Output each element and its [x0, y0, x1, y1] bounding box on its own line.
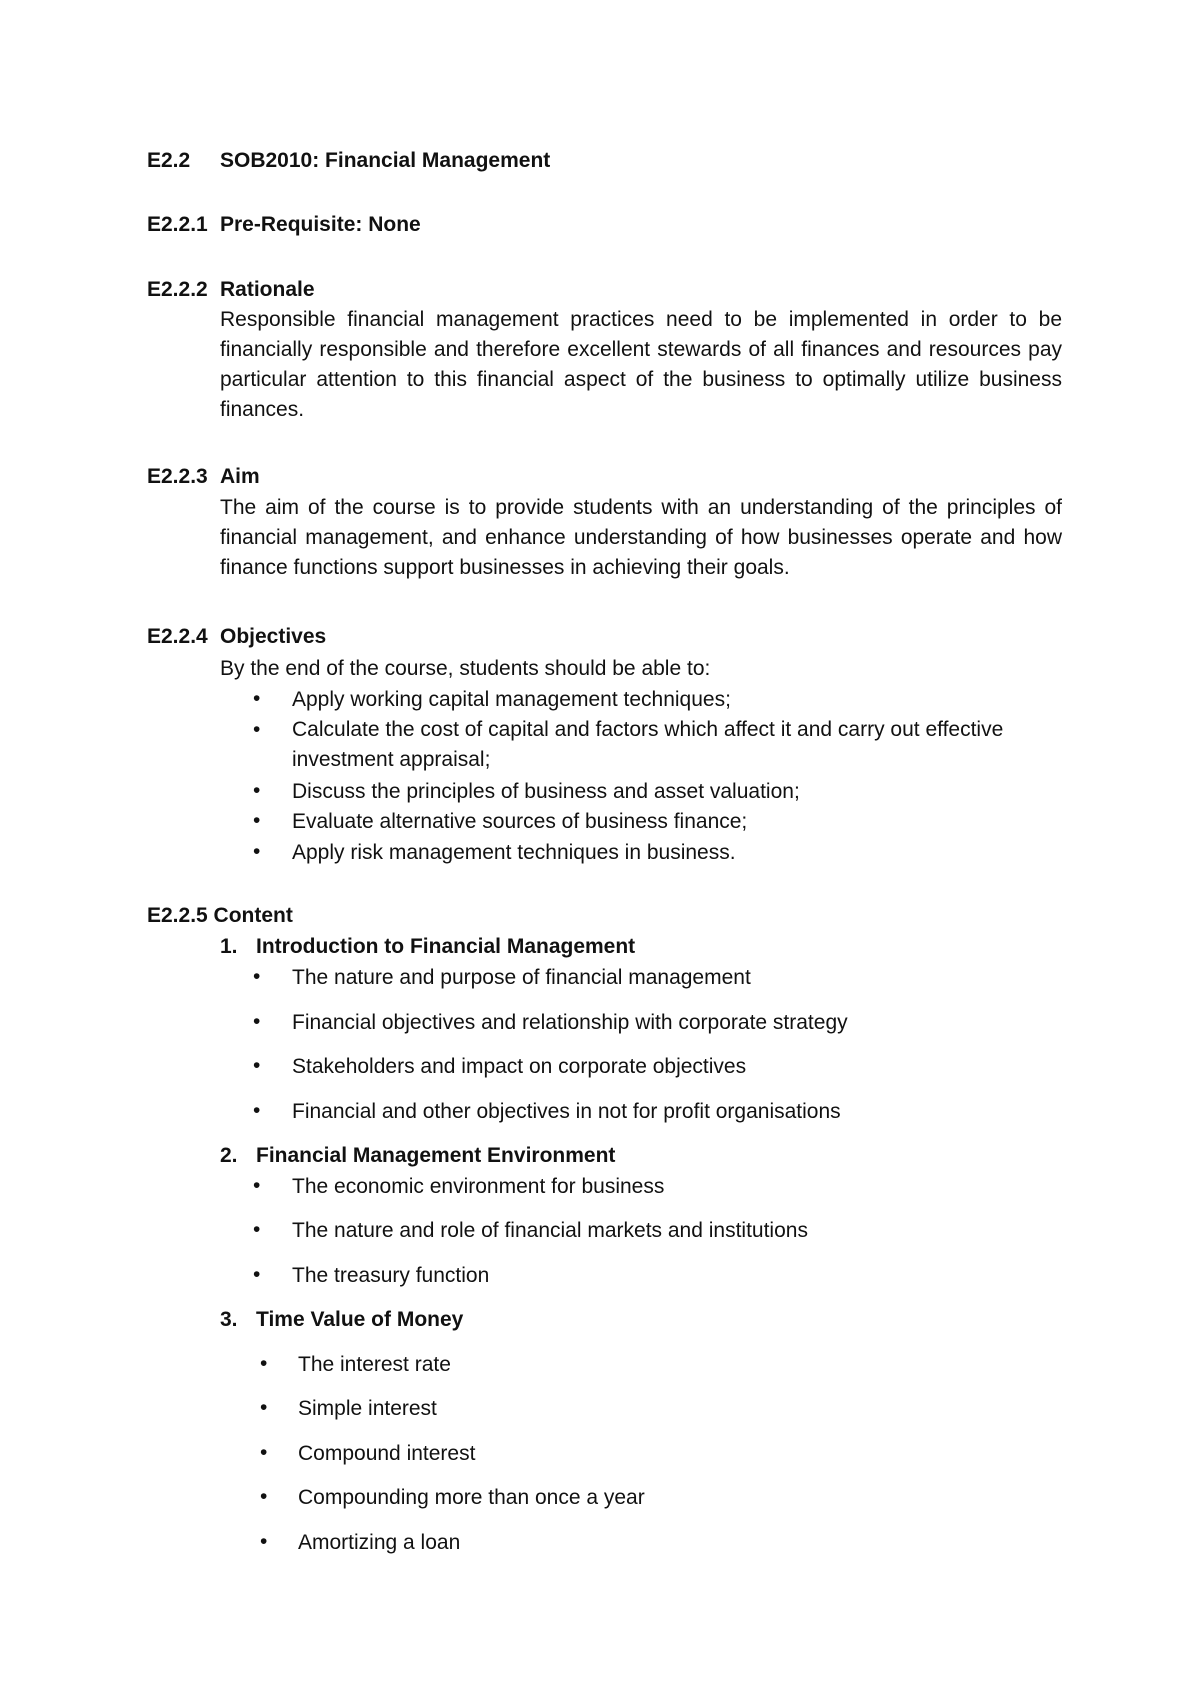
rationale-number: E2.2.2 [147, 278, 208, 301]
list-item: Apply risk management techniques in business. [292, 841, 736, 864]
section-number: E2.2 [147, 149, 191, 172]
list-item: Apply working capital management techniques; [292, 688, 731, 711]
rationale-body: Responsible financial management practices need to be implemented in order to be financially responsible and therefore excellent stewards of all finances and resources pay particular attention to this financial aspect of the business to optimally utilize business finances. [220, 308, 1062, 421]
bullet-icon: • [253, 809, 261, 832]
bullet-icon: • [253, 840, 261, 863]
bullet-icon: • [253, 1218, 261, 1241]
list-item: Financial and other objectives in not for profit organisations [292, 1100, 841, 1123]
topic-number: 2. [220, 1144, 238, 1167]
aim-body: The aim of the course is to provide students with an understanding of the principles of financial management, and enhance understanding of how businesses operate and how finance functions support businesses in achieving their goals. [220, 496, 1062, 579]
list-item: The nature and purpose of financial management [292, 966, 751, 989]
bullet-icon: • [253, 779, 261, 802]
bullet-icon: • [253, 1054, 261, 1077]
topic-title: Financial Management Environment [256, 1144, 616, 1167]
bullet-icon: • [260, 1530, 268, 1553]
bullet-icon: • [260, 1352, 268, 1375]
bullet-icon: • [260, 1485, 268, 1508]
list-item: Amortizing a loan [298, 1531, 461, 1554]
objectives-number: E2.2.4 [147, 625, 208, 648]
bullet-icon: • [253, 965, 261, 988]
list-item: Simple interest [298, 1397, 437, 1420]
bullet-icon: • [253, 687, 261, 710]
bullet-icon: • [253, 1263, 261, 1286]
list-item: Compound interest [298, 1442, 476, 1465]
list-item: The economic environment for business [292, 1175, 665, 1198]
list-item: Calculate the cost of capital and factors which affect it and carry out effective investment appraisal; [292, 718, 1004, 771]
bullet-icon: • [253, 1010, 261, 1033]
aim-label: Aim [220, 465, 260, 488]
rationale-label: Rationale [220, 278, 315, 301]
bullet-icon: • [260, 1441, 268, 1464]
list-item: Stakeholders and impact on corporate objectives [292, 1055, 747, 1078]
list-item: Evaluate alternative sources of business finance; [292, 810, 748, 833]
bullet-icon: • [253, 718, 261, 741]
topic-title: Introduction to Financial Management [256, 935, 636, 958]
objectives-label: Objectives [220, 625, 327, 648]
section-title: SOB2010: Financial Management [220, 149, 551, 172]
bullet-icon: • [260, 1396, 268, 1419]
content-heading: E2.2.5 Content [147, 904, 293, 927]
bullet-icon: • [253, 1099, 261, 1122]
list-item: Compounding more than once a year [298, 1486, 645, 1509]
topic-number: 3. [220, 1308, 238, 1331]
topic-number: 1. [220, 935, 238, 958]
topic-title: Time Value of Money [256, 1308, 464, 1331]
aim-number: E2.2.3 [147, 465, 208, 488]
list-item: The nature and role of financial markets and institutions [292, 1219, 808, 1242]
list-item: The treasury function [292, 1264, 490, 1287]
prerequisite-label: Pre-Requisite: None [220, 213, 421, 236]
list-item: Discuss the principles of business and asset valuation; [292, 780, 800, 803]
objectives-intro: By the end of the course, students should be able to: [220, 657, 711, 680]
bullet-icon: • [253, 1174, 261, 1197]
list-item: Financial objectives and relationship with corporate strategy [292, 1011, 848, 1034]
list-item: The interest rate [298, 1353, 451, 1376]
prerequisite-number: E2.2.1 [147, 213, 208, 236]
